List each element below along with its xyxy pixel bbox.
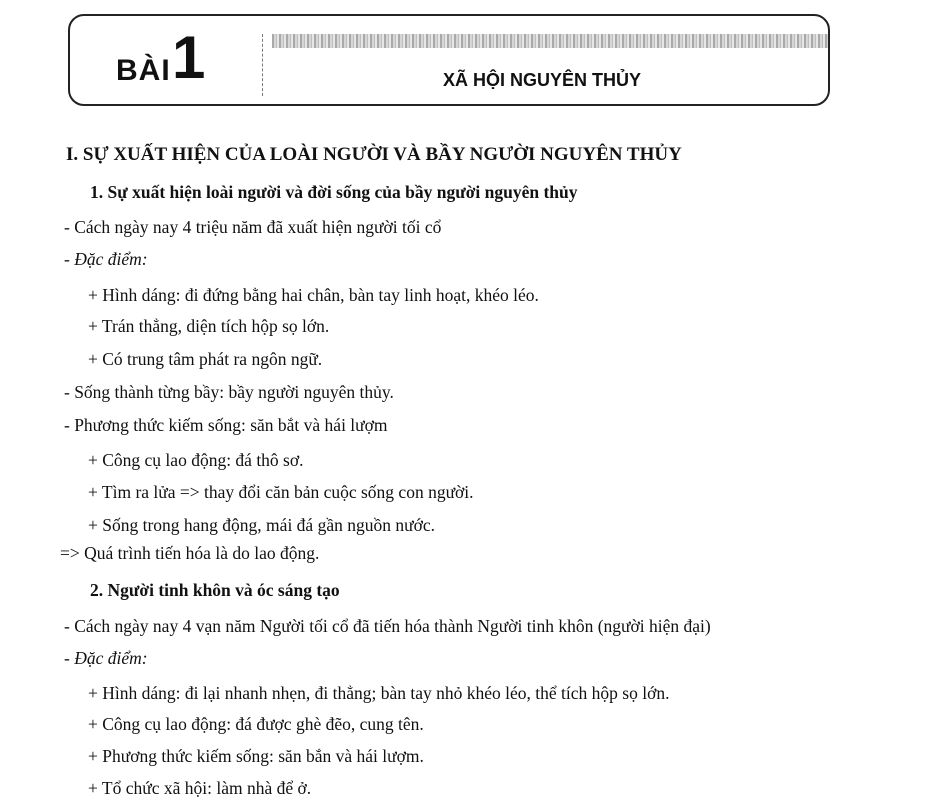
content-line: + Hình dáng: đi lại nhanh nhẹn, đi thẳng; bàn tay nhỏ khéo léo, thể tích hộp sọ lớn. — [88, 683, 670, 703]
content-line: - Cách ngày nay 4 triệu năm đã xuất hiện người tối cổ — [64, 217, 442, 237]
content-line: - Đặc điểm: — [64, 648, 148, 668]
content-line: + Sống trong hang động, mái đá gần nguồn nước. — [88, 515, 435, 535]
subsection-2-title: 2. Người tinh khôn và óc sáng tạo — [90, 580, 340, 600]
content-line: - Cách ngày nay 4 vạn năm Người tối cổ đã tiến hóa thành Người tinh khôn (người hiện đại) — [64, 616, 711, 636]
header-decorative-band — [272, 34, 828, 48]
content-line: - Phương thức kiếm sống: săn bắt và hái lượm — [64, 415, 388, 435]
content-line: - Đặc điểm: — [64, 249, 148, 269]
section-heading: I. SỰ XUẤT HIỆN CỦA LOÀI NGƯỜI VÀ BẦY NGƯỜI NGUYÊN THỦY — [66, 144, 682, 165]
content-line: + Tổ chức xã hội: làm nhà để ở. — [88, 778, 312, 798]
header-divider — [262, 34, 264, 96]
content-line: - Sống thành từng bầy: bầy người nguyên thủy. — [64, 382, 394, 402]
content-line: + Công cụ lao động: đá thô sơ. — [88, 450, 304, 470]
lesson-title: XÃ HỘI NGUYÊN THỦY — [442, 70, 642, 90]
subsection-1-title: 1. Sự xuất hiện loài người và đời sống của bầy người nguyên thủy — [90, 182, 578, 202]
content-line: + Có trung tâm phát ra ngôn ngữ. — [88, 349, 323, 369]
content-line: => Quá trình tiến hóa là do lao động. — [60, 543, 320, 563]
content-line: + Tìm ra lửa => thay đổi căn bản cuộc sống con người. — [88, 482, 474, 502]
content-line: + Hình dáng: đi đứng bằng hai chân, bàn tay linh hoạt, khéo léo. — [88, 285, 539, 305]
lesson-label: BÀI — [116, 54, 171, 87]
content-line: + Phương thức kiếm sống: săn bắn và hái lượm. — [88, 746, 424, 766]
content-line: + Công cụ lao động: đá được ghè đẽo, cung tên. — [88, 714, 424, 734]
content-line: + Trán thẳng, diện tích hộp sọ lớn. — [88, 316, 330, 336]
lesson-number: 1 — [172, 24, 206, 91]
